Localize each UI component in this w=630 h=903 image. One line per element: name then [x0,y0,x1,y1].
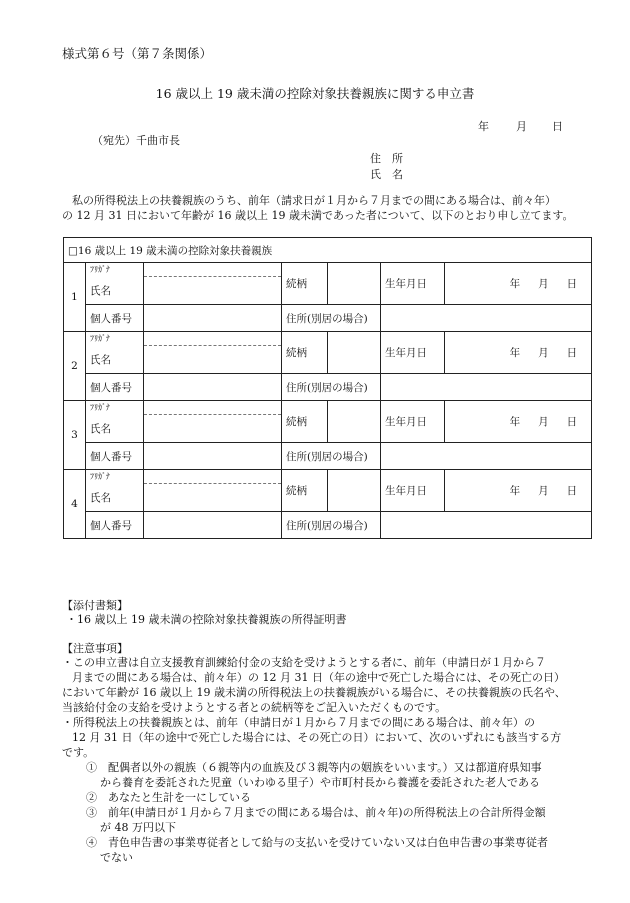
condition-2: ② あなたと生計を一にしている [86,791,251,804]
residence-label: 住所(別居の場合) [282,374,381,401]
residence-label: 住所(別居の場合) [282,443,381,470]
applicant-address-label: 住 所 [370,152,403,165]
condition-1-line-2: から養育を委託された児童（いわゆる里子）や市町村長から養護を委託された老人である [100,776,540,789]
furigana-label: ﾌﾘｶﾞﾅ [86,332,144,346]
my-number-field[interactable] [144,305,282,332]
relation-field[interactable] [328,470,381,512]
row-number: 4 [64,470,86,539]
furigana-field[interactable] [144,401,282,415]
name-label: 氏名 [86,345,144,374]
birth-date-label: 生年月日 [381,401,445,443]
name-field[interactable] [144,276,282,305]
furigana-label: ﾌﾘｶﾞﾅ [86,401,144,415]
furigana-label: ﾌﾘｶﾞﾅ [86,263,144,277]
residence-label: 住所(別居の場合) [282,512,381,539]
row-number: 2 [64,332,86,401]
birth-date-field[interactable] [445,263,592,305]
birth-day-label: 日 [566,347,578,359]
note-2-line-3: です。 [62,746,95,759]
birth-date-label: 生年月日 [381,332,445,374]
intro-line-1: 私の所得税法上の扶養親族のうち、前年（請求日が１月から７月までの間にある場合は、前々年） [72,194,556,207]
note-1-line-4: 当該給付金の支給を受けようとする者との続柄等をご記入いただくものです。 [62,701,447,714]
residence-field[interactable] [381,512,592,539]
birth-year-label: 年 [509,347,521,359]
furigana-label: ﾌﾘｶﾞﾅ [86,470,144,484]
note-1-line-3: において年齢が 16 歳以上 19 歳未満の所得税法上の扶養親族がいる場合に、その扶養親族の氏名や、 [62,686,566,699]
condition-4-line-2: でない [100,851,133,864]
residence-label: 住所(別居の場合) [282,305,381,332]
name-label: 氏名 [86,276,144,305]
birth-date-field[interactable] [445,332,592,374]
condition-4-line-1: ④ 青色申告書の事業専従者として給与の支払いを受けていない又は白色申告書の事業専従者 [86,836,548,849]
name-label: 氏名 [86,483,144,512]
addressee: （宛先）千曲市長 [92,134,180,147]
birth-month-label: 月 [538,347,549,359]
residence-field[interactable] [381,305,592,332]
birth-month-label: 月 [538,278,549,290]
page-title: 16 歳以上 19 歳未満の控除対象扶養親族に関する申立書 [155,86,475,101]
relation-label: 続柄 [282,332,328,374]
birth-date-field[interactable] [445,470,592,512]
my-number-label: 個人番号 [86,305,144,332]
attachments-item: ・16 歳以上 19 歳未満の控除対象扶養親族の所得証明書 [66,613,347,626]
residence-field[interactable] [381,374,592,401]
birth-year-label: 年 [509,416,521,428]
condition-3-line-1: ③ 前年(申請日が１月から７月までの間にある場合は、前々年)の所得税法上の合計所得金額 [86,806,546,819]
row-number: 3 [64,401,86,470]
furigana-field[interactable] [144,332,282,346]
my-number-label: 個人番号 [86,374,144,401]
applicant-name-label: 氏 名 [370,168,403,181]
date-year-label: 年 [478,120,489,133]
note-1-line-2: 月までの間にある場合は、前々年）の 12 月 31 日（年の途中で死亡した場合には、その死亡の日） [72,671,565,684]
relation-label: 続柄 [282,263,328,305]
birth-day-label: 日 [566,485,578,497]
birth-day-label: 日 [566,278,578,290]
note-2-line-1: ・所得税法上の扶養親族とは、前年（申請日が１月から７月までの間にある場合は、前々年）の [62,716,535,729]
birth-year-label: 年 [509,278,521,290]
furigana-field[interactable] [144,470,282,484]
my-number-field[interactable] [144,443,282,470]
note-1-line-1: ・この申立書は自立支援教育訓練給付金の支給を受けようとする者に、前年（申請日が１月から７ [62,656,546,669]
notes-heading: 【注意事項】 [62,642,128,655]
table-header: □16 歳以上 19 歳未満の控除対象扶養親族 [64,238,592,263]
relation-label: 続柄 [282,470,328,512]
relation-field[interactable] [328,332,381,374]
dependents-table [63,237,592,539]
birth-year-label: 年 [509,485,521,497]
residence-field[interactable] [381,443,592,470]
name-field[interactable] [144,345,282,374]
name-field[interactable] [144,483,282,512]
furigana-field[interactable] [144,263,282,277]
date-day-label: 日 [552,120,563,133]
name-label: 氏名 [86,414,144,443]
condition-3-line-2: が 48 万円以下 [100,821,176,834]
birth-date-label: 生年月日 [381,263,445,305]
birth-day-label: 日 [566,416,578,428]
relation-field[interactable] [328,401,381,443]
birth-month-label: 月 [538,416,549,428]
notes-body [62,655,592,865]
relation-label: 続柄 [282,401,328,443]
birth-date-field[interactable] [445,401,592,443]
my-number-label: 個人番号 [86,512,144,539]
my-number-field[interactable] [144,512,282,539]
row-number: 1 [64,263,86,332]
attachments-heading: 【添付書類】 [62,599,128,612]
name-field[interactable] [144,414,282,443]
intro-line-2: の 12 月 31 日において年齢が 16 歳以上 19 歳未満であった者について、以下のとおり申し立てます。 [62,209,574,222]
birth-month-label: 月 [538,485,549,497]
intro-statement [62,193,592,223]
note-2-line-2: 12 月 31 日（年の途中で死亡した場合には、その死亡の日）において、次のいずれにも該当する方 [72,731,562,744]
date-month-label: 月 [516,120,527,133]
condition-1-line-1: ① 配偶者以外の親族（６親等内の血族及び３親等内の姻族をいいます。）又は都道府県知事 [86,761,542,774]
birth-date-label: 生年月日 [381,470,445,512]
relation-field[interactable] [328,263,381,305]
my-number-field[interactable] [144,374,282,401]
my-number-label: 個人番号 [86,443,144,470]
form-number: 様式第６号（第７条関係） [62,46,213,61]
